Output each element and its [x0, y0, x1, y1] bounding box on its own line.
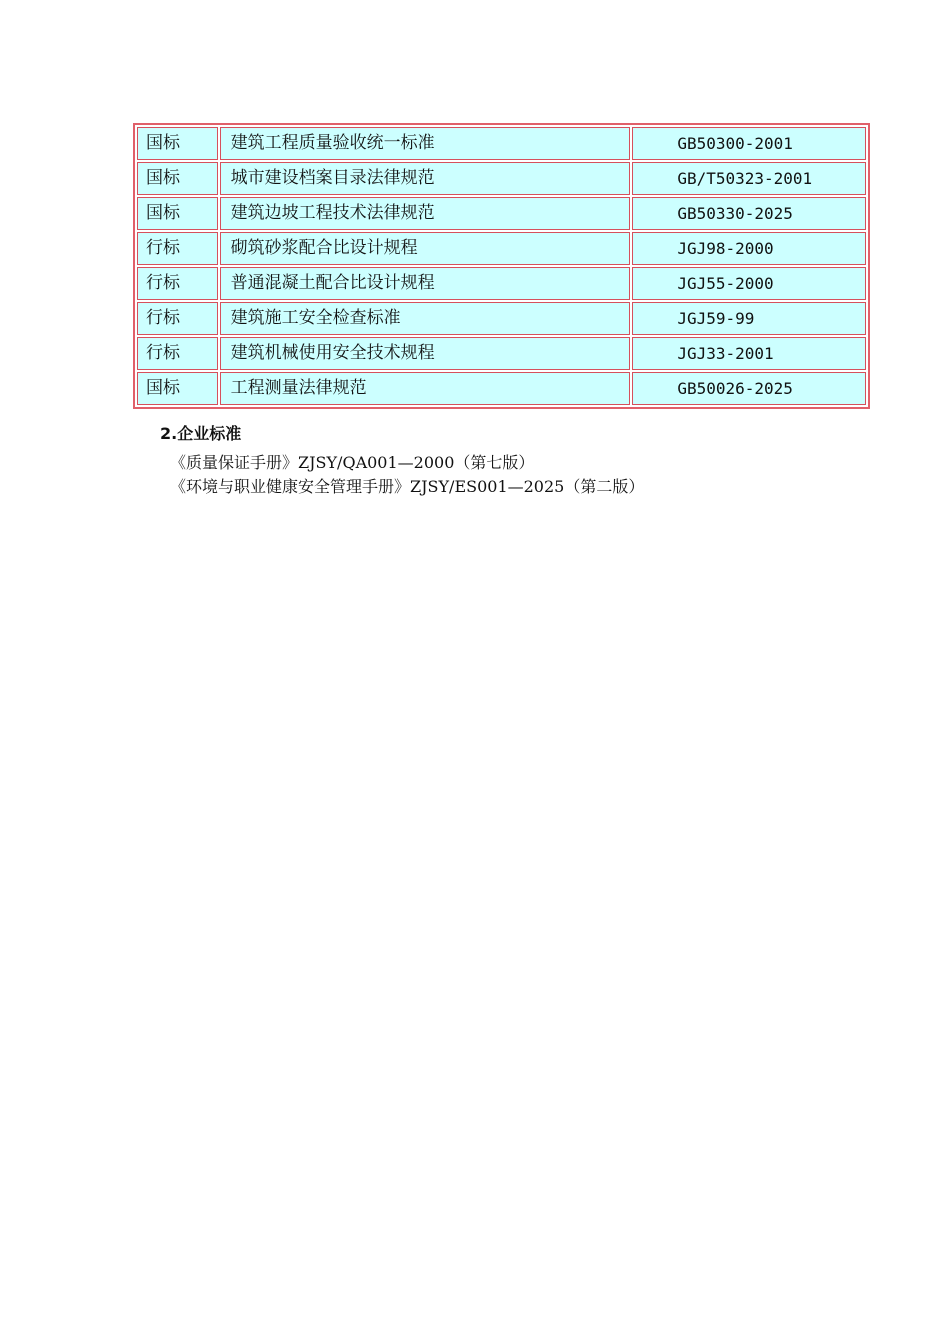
standard-type-cell: 国标 — [137, 372, 218, 405]
standard-code-cell: JGJ33-2001 — [632, 337, 866, 370]
standard-code-cell: GB50026-2025 — [632, 372, 866, 405]
section-heading: 2.企业标准 — [160, 424, 242, 443]
table-row — [137, 232, 866, 265]
standard-type-cell: 行标 — [137, 337, 218, 370]
enterprise-standard-item: 《质量保证手册》ZJSY/QA001—2000（第七版） — [170, 453, 535, 472]
standard-name-cell: 砌筑砂浆配合比设计规程 — [220, 232, 631, 265]
standard-code-cell: JGJ55-2000 — [632, 267, 866, 300]
table-row — [137, 162, 866, 195]
table-row — [137, 267, 866, 300]
standards-table — [133, 123, 870, 409]
standard-code-cell: GB50300-2001 — [632, 127, 866, 160]
standard-type-cell: 行标 — [137, 267, 218, 300]
table-row — [137, 127, 866, 160]
standard-code-cell: JGJ59-99 — [632, 302, 866, 335]
standard-type-cell: 国标 — [137, 197, 218, 230]
standard-name-cell: 建筑工程质量验收统一标准 — [220, 127, 631, 160]
table-row — [137, 337, 866, 370]
standard-type-cell: 行标 — [137, 302, 218, 335]
standard-type-cell: 行标 — [137, 232, 218, 265]
standard-name-cell: 建筑边坡工程技术法律规范 — [220, 197, 631, 230]
standard-type-cell: 国标 — [137, 162, 218, 195]
standard-name-cell: 建筑施工安全检查标准 — [220, 302, 631, 335]
table-row — [137, 197, 866, 230]
table-row — [137, 302, 866, 335]
standard-code-cell: GB/T50323-2001 — [632, 162, 866, 195]
standard-name-cell: 建筑机械使用安全技术规程 — [220, 337, 631, 370]
standard-code-cell: GB50330-2025 — [632, 197, 866, 230]
standard-name-cell: 城市建设档案目录法律规范 — [220, 162, 631, 195]
standard-name-cell: 工程测量法律规范 — [220, 372, 631, 405]
standard-code-cell: JGJ98-2000 — [632, 232, 866, 265]
standard-type-cell: 国标 — [137, 127, 218, 160]
table-row — [137, 372, 866, 405]
enterprise-standard-item: 《环境与职业健康安全管理手册》ZJSY/ES001—2025（第二版） — [170, 477, 645, 496]
standard-name-cell: 普通混凝土配合比设计规程 — [220, 267, 631, 300]
